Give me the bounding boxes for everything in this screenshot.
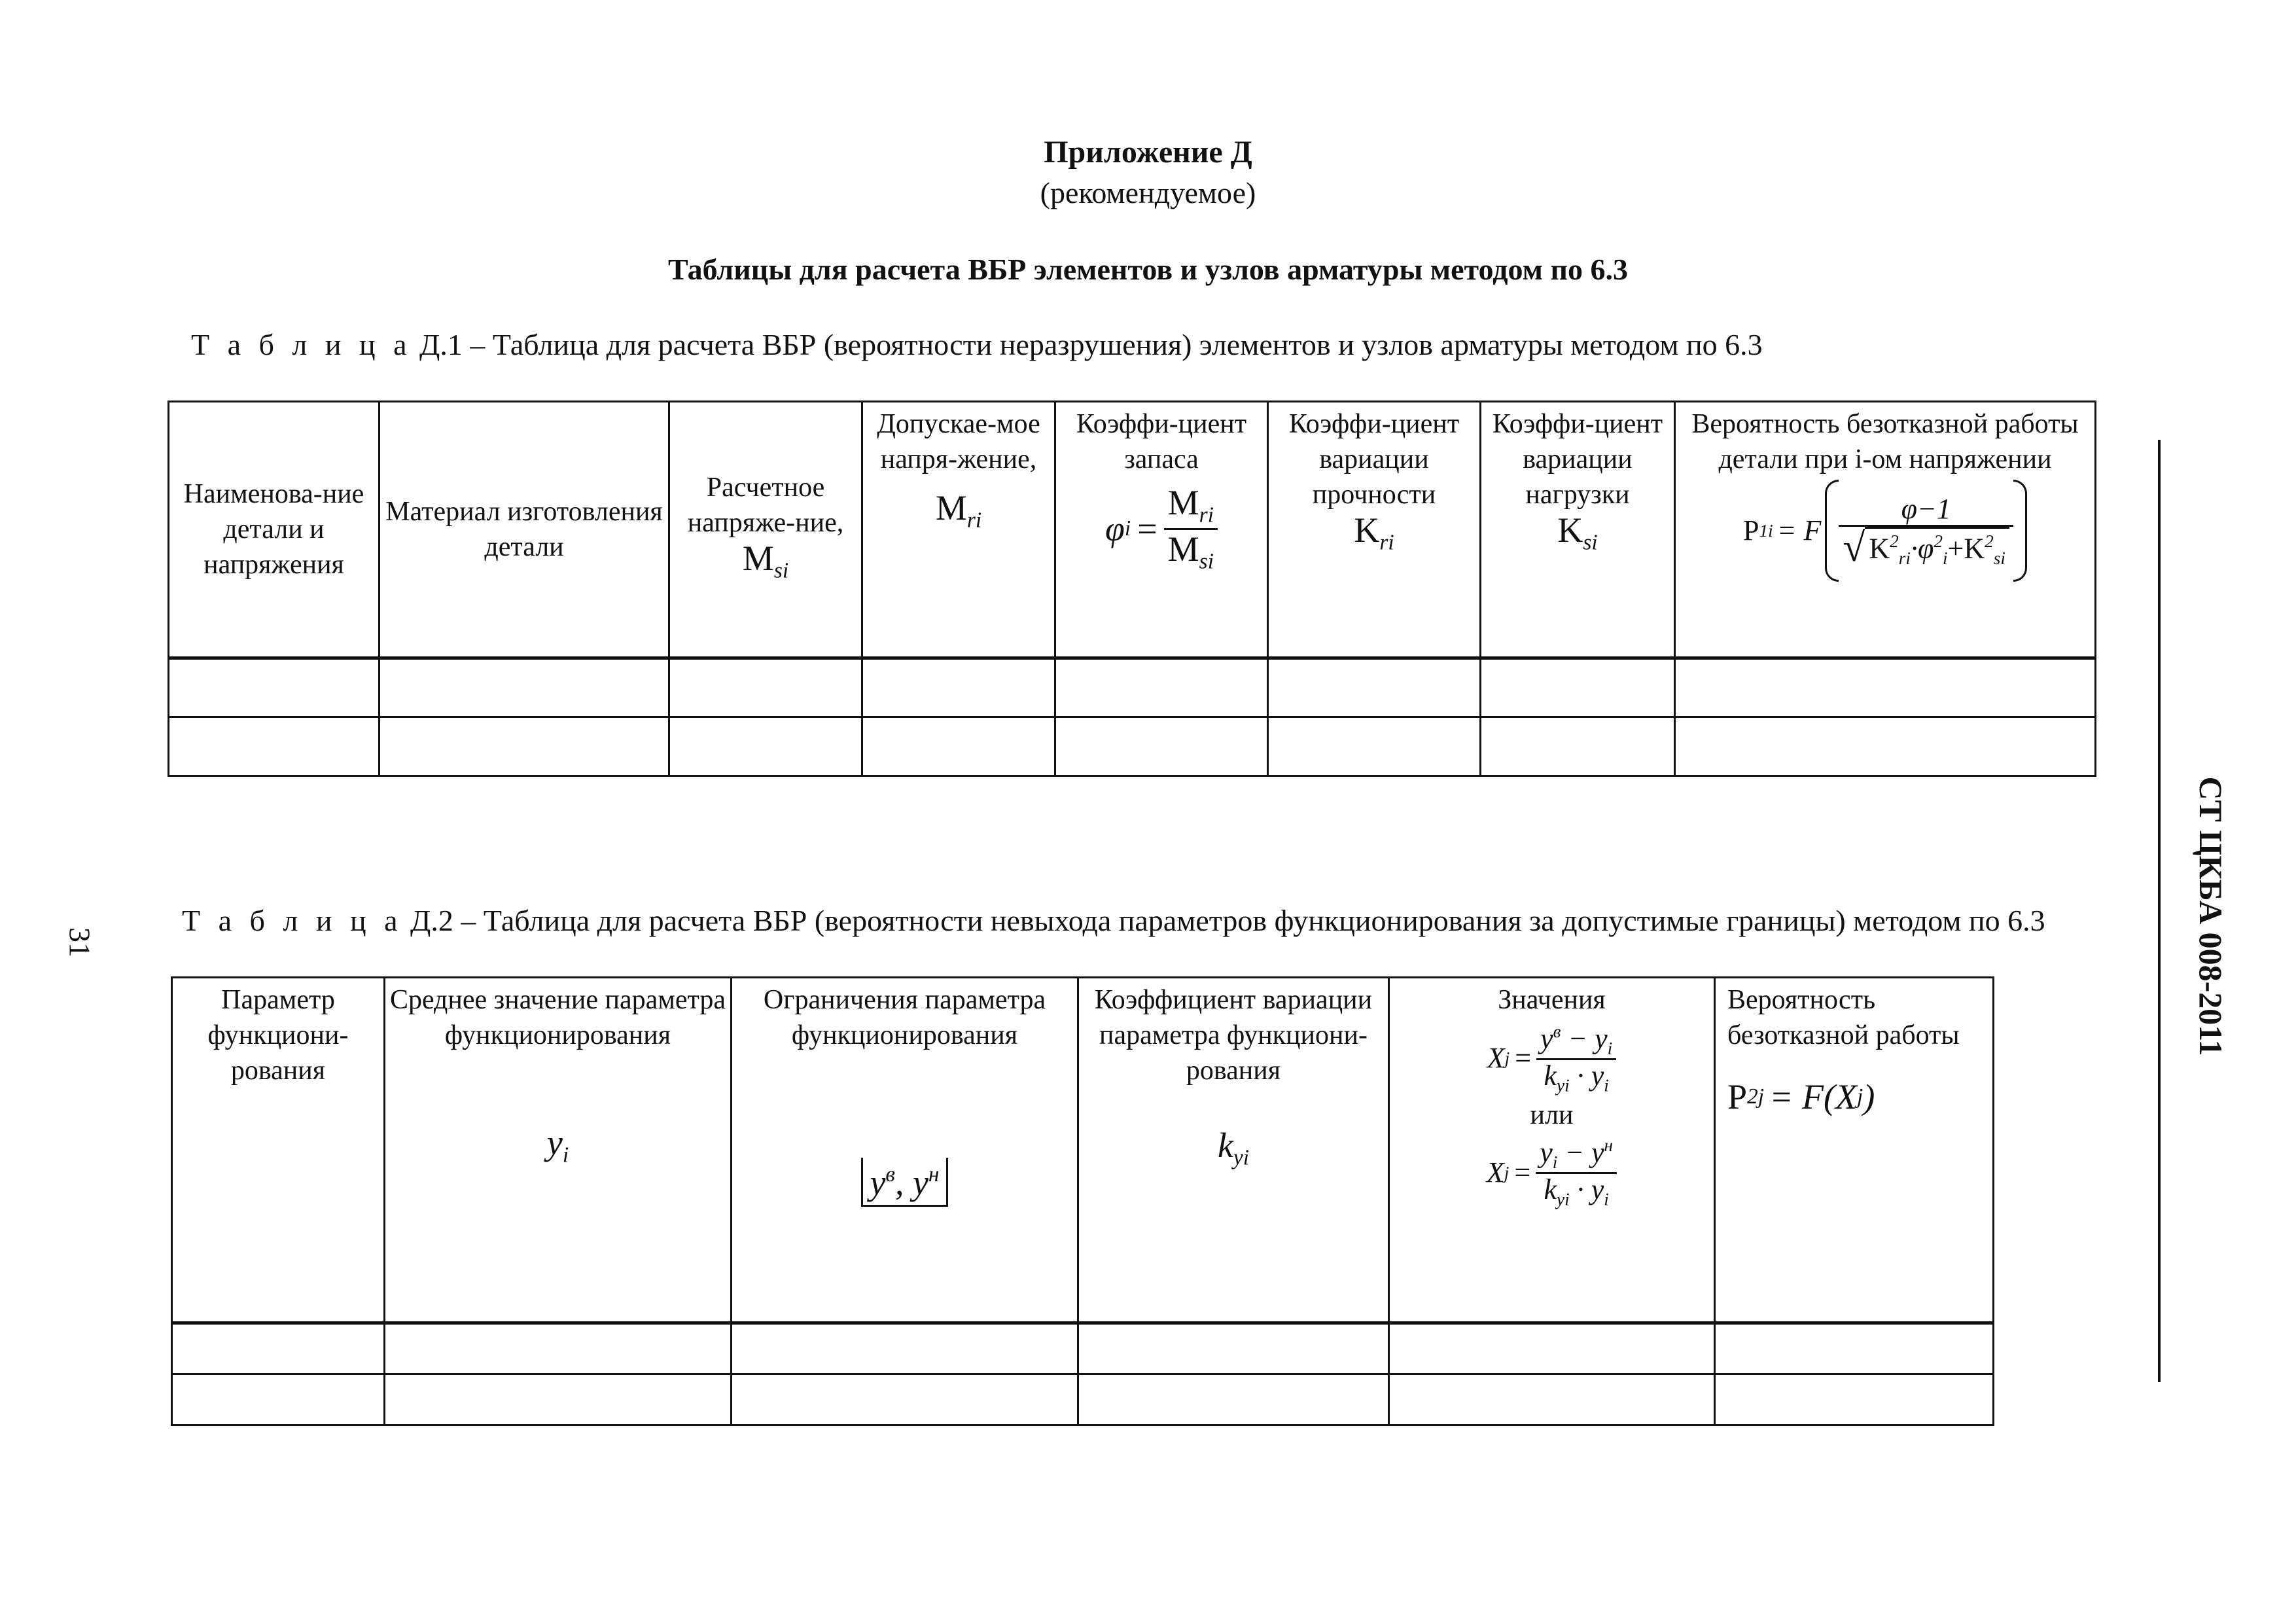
safety-factor-fraction: $\frac{M_{ri}}{M_{si}}$ <box>1164 484 1218 574</box>
table-cell[interactable] <box>385 1374 732 1425</box>
table2-header-limits <box>732 978 1078 1323</box>
table1-header-safety-factor <box>1055 402 1268 658</box>
left-paren <box>1825 480 1839 582</box>
table-cell[interactable] <box>669 658 862 717</box>
table-cell[interactable] <box>1481 717 1675 776</box>
value-fraction-2: $\frac{y_i - y^н}{k_{yi} \cdot y_i}$ <box>1536 1135 1617 1209</box>
table1 <box>168 401 2096 777</box>
table1-caption-prefix: Т а б л и ц а <box>191 328 412 361</box>
table-cell[interactable] <box>1715 1323 1994 1374</box>
table1-header-allowable-stress-label: Допускае-мое напря-жение, <box>877 409 1040 474</box>
table1-header-reliability-label: Вероятность безотказной работы детали при i-ом напряжении <box>1691 409 2079 474</box>
table-cell[interactable] <box>1675 658 2096 717</box>
table-cell[interactable] <box>380 658 669 717</box>
document-code-text: СТ ЦКБА 008-2011 <box>2193 776 2229 1056</box>
table2-header-limits-label: Ограничения параметра функционирования <box>763 985 1046 1050</box>
table-cell[interactable] <box>1078 1323 1389 1374</box>
table1-header-load-variation <box>1481 402 1675 658</box>
table-cell[interactable] <box>380 717 669 776</box>
table2-header-reliability <box>1715 978 1994 1323</box>
table-row <box>169 658 2096 717</box>
table-cell[interactable] <box>669 717 862 776</box>
radical-sign: √ <box>1843 526 1865 571</box>
table-cell[interactable] <box>1078 1374 1389 1425</box>
table-cell[interactable] <box>1055 658 1268 717</box>
table-cell[interactable] <box>1389 1323 1715 1374</box>
section-heading: Таблицы для расчета ВБР элементов и узлов арматуры методом по 6.3 <box>668 253 1628 286</box>
page-number-text: 31 <box>63 927 97 957</box>
table1-header-design-stress <box>669 402 862 658</box>
table-cell[interactable] <box>732 1374 1078 1425</box>
table-row <box>172 1323 1994 1374</box>
table1-header-strength-variation-label: Коэффи-циент вариации прочности <box>1288 409 1460 510</box>
table2-caption <box>182 903 2079 938</box>
load-variation-symbol: $K_{si}$ <box>1557 510 1598 555</box>
table2-header-mean-value-label: Среднее значение параметра функционирования <box>389 985 726 1050</box>
table2-caption-text: Д.2 – Таблица для расчета ВБР (вероятности невыхода параметров функционирования за допустимые границы) методом по 6.3 <box>402 904 2045 937</box>
table2-caption-prefix: Т а б л и ц а <box>182 904 403 937</box>
side-rule <box>2158 440 2161 1382</box>
limits-symbol <box>736 1158 1073 1207</box>
appendix-status: (рекомендуемое) <box>1040 176 1256 209</box>
table-cell[interactable] <box>1268 658 1481 717</box>
table-row <box>172 1374 1994 1425</box>
table2-header-mean-value <box>385 978 732 1323</box>
reliability2-formula: P 2j = F(X j ) <box>1727 1077 1875 1116</box>
design-stress-symbol: $M_{si}$ <box>742 539 789 583</box>
table-cell[interactable] <box>1481 658 1675 717</box>
table2-header-values <box>1389 978 1715 1323</box>
table1-header-safety-factor-label: Коэффи-циент запаса <box>1076 409 1247 474</box>
safety-factor-formula: φ i = $\frac{M_{ri}}{M_{si}}$ <box>1105 484 1218 574</box>
table1-header-material <box>380 402 669 658</box>
strength-variation-symbol: $K_{ri}$ <box>1354 510 1394 555</box>
table-cell[interactable] <box>169 717 380 776</box>
table2-header-row <box>172 978 1994 1323</box>
table-cell[interactable] <box>732 1323 1078 1374</box>
table-cell[interactable] <box>862 658 1055 717</box>
table2-header-parameter-label: Параметр функциони-рования <box>207 985 349 1086</box>
table-cell[interactable] <box>1715 1374 1994 1425</box>
value-fraction-1: $\frac{y^в - y_i}{k_{yi} \cdot y_i}$ <box>1536 1022 1616 1095</box>
table2-header-reliability-label: Вероятность безотказной работы <box>1727 985 1960 1050</box>
table1-header-allowable-stress <box>862 402 1055 658</box>
table2-header-variation <box>1078 978 1389 1323</box>
table-cell[interactable] <box>862 717 1055 776</box>
value-formula-2: X j = $\frac{y_i - y^н}{k_{yi} \cdot y_i}$ <box>1487 1135 1617 1209</box>
appendix-title: Приложение Д <box>1044 135 1252 169</box>
table-cell[interactable] <box>172 1323 385 1374</box>
sqrt-expression: √ $K^2_{ri}\cdot\varphi^2_i+K^2_{si}$ <box>1843 527 2009 568</box>
table1-caption-text: Д.1 – Таблица для расчета ВБР (вероятности неразрушения) элементов и узлов арматуры методом по 6.3 <box>412 328 1763 361</box>
variation-symbol: $k_{yi}$ <box>1217 1126 1250 1170</box>
table1-header-row <box>169 402 2096 658</box>
allowable-stress-symbol: $M_{ri}$ <box>935 488 982 533</box>
table1-header-load-variation-label: Коэффи-циент вариации нагрузки <box>1492 409 1663 510</box>
table1-caption <box>191 327 2089 363</box>
table-cell[interactable] <box>1055 717 1268 776</box>
table2-header-variation-label: Коэффициент вариации параметра функциони-рования <box>1094 985 1373 1086</box>
table1-header-reliability <box>1675 402 2096 658</box>
table-cell[interactable] <box>169 658 380 717</box>
table-cell[interactable] <box>385 1323 732 1374</box>
value-formula-1: X j = $\frac{y^в - y_i}{k_{yi} \cdot y_i}$ <box>1487 1022 1616 1095</box>
table1-header-design-stress-label: Расчетное напряже-ние, <box>687 473 844 539</box>
table-cell[interactable] <box>1675 717 2096 776</box>
right-paren <box>2013 480 2027 582</box>
reliability-fraction: φ−1 √ $K^2_{ri}\cdot\varphi^2_i+K^2_{si}$ <box>1839 493 2013 568</box>
table-cell[interactable] <box>172 1374 385 1425</box>
table-row <box>169 717 2096 776</box>
reliability-formula: P 1i = F φ−1 √ $K^2_{ri}\cdot\varphi^2_i+K^2_{si}$ <box>1743 480 2027 582</box>
table1-header-part-name-label: Наименова-ние детали и напряжения <box>183 479 364 580</box>
values-or-label: или <box>1530 1100 1574 1131</box>
limits-bracket: $y^в$, $y^н$ <box>861 1158 947 1207</box>
table1-header-part-name <box>169 402 380 658</box>
table1-header-strength-variation <box>1268 402 1481 658</box>
mean-value-symbol: $y_i$ <box>546 1123 569 1168</box>
table-cell[interactable] <box>1389 1374 1715 1425</box>
table2-header-values-label: Значения <box>1498 985 1606 1015</box>
table2-header-parameter <box>172 978 385 1323</box>
table1-header-material-label: Материал изготовления детали <box>385 497 663 562</box>
table-cell[interactable] <box>1268 717 1481 776</box>
table2 <box>171 976 1994 1426</box>
